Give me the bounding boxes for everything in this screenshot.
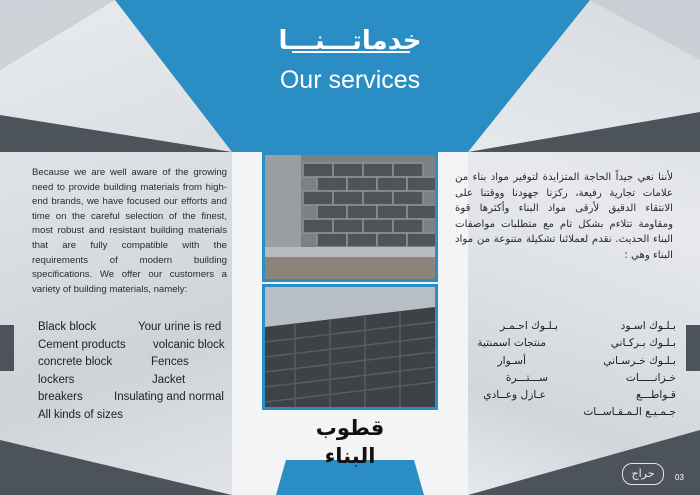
page-number: 03 — [675, 473, 684, 482]
product-ar-fences: أسـوار — [497, 354, 526, 367]
list-item — [38, 391, 238, 409]
left-gray-wedge — [0, 115, 232, 152]
list-item — [38, 356, 238, 374]
product-ar-insulating: عـازل وعــادي — [483, 389, 546, 402]
product-ar-lockers: خـزانـــــات — [625, 371, 676, 384]
product-red-block: Your urine is red — [138, 321, 222, 333]
logo-line-2: البناء — [324, 444, 376, 468]
product-breakers: breakers — [38, 391, 83, 403]
watermark: حراج — [622, 463, 664, 485]
product-volcanic-block: volcanic block — [153, 338, 225, 351]
list-item — [454, 320, 676, 337]
list-item — [38, 321, 238, 339]
page-title-arabic: خدماتـــنـــا — [278, 26, 422, 56]
list-item — [38, 409, 238, 427]
product-list-arabic — [454, 320, 676, 424]
product-cement-products: Cement products — [38, 338, 126, 351]
intro-paragraph-english: Because we are well aware of the growing need to provide building materials from high-end brands, we have focused our efforts and time on the careful selection of the finest, most robust and resistant building materials that are fully compatible with the requirements of modern building specifications. We offer our customers a variety of building materials, namely: — [32, 167, 227, 295]
list-item — [454, 406, 676, 423]
product-jacket: Jacket — [152, 373, 186, 386]
bottom-left-shape — [0, 440, 232, 495]
list-item — [38, 374, 238, 392]
photo-block-stack — [262, 284, 438, 410]
product-list-english — [38, 321, 238, 426]
left-side-bar — [0, 325, 14, 371]
list-item — [454, 372, 676, 389]
product-ar-red-block: بـلـوك احـمـر — [500, 320, 558, 332]
list-item — [454, 355, 676, 372]
product-concrete-block: concrete block — [38, 356, 113, 368]
list-item — [454, 337, 676, 354]
product-ar-volcanic-block: بـلـوك بـركـاني — [610, 337, 676, 350]
product-lockers: lockers — [38, 373, 75, 386]
product-ar-cement-products: منتجات اسمنتية — [477, 337, 546, 350]
right-side-bar — [686, 325, 700, 371]
photo-block-wall — [262, 152, 438, 282]
product-ar-concrete-block: بـلـوك خـرسـاني — [603, 354, 676, 367]
product-fences: Fences — [151, 356, 189, 368]
product-ar-breakers: قـواطـــع — [636, 389, 676, 402]
product-ar-all-sizes: جـمـيـع الـمـقـاســات — [583, 406, 676, 419]
right-gray-wedge — [468, 112, 700, 152]
product-all-sizes: All kinds of sizes — [38, 408, 124, 421]
product-insulating: Insulating and normal — [114, 391, 224, 403]
list-item — [454, 389, 676, 406]
intro-paragraph-arabic: لأننا نعي جيداً الحاجة المتزايدة لتوفير مواد بناء من علامات تجارية رفيعة، ركزنا جهودنا ووقتنا على الانتقاء الدقيق لأرقى مواد البناء وأكثرها قوة ومقاومة تتلاءم بشكل تام مع متطلبات مواصفات البناء الحديث. نقدم لعملائنا تشكيلة متنوعة من مواد البناء وهي : — [455, 172, 673, 261]
page-title-english: Our services — [279, 66, 421, 94]
bottom-right-shape — [468, 430, 700, 495]
list-item — [38, 339, 238, 357]
product-ar-jacket: ســـتـــرة — [505, 371, 548, 384]
logo-line-1: قطوب — [315, 416, 385, 440]
company-logo — [314, 414, 386, 476]
product-black-block: Black block — [38, 321, 97, 333]
product-ar-black-block: بـلـوك اسـود — [620, 320, 676, 332]
